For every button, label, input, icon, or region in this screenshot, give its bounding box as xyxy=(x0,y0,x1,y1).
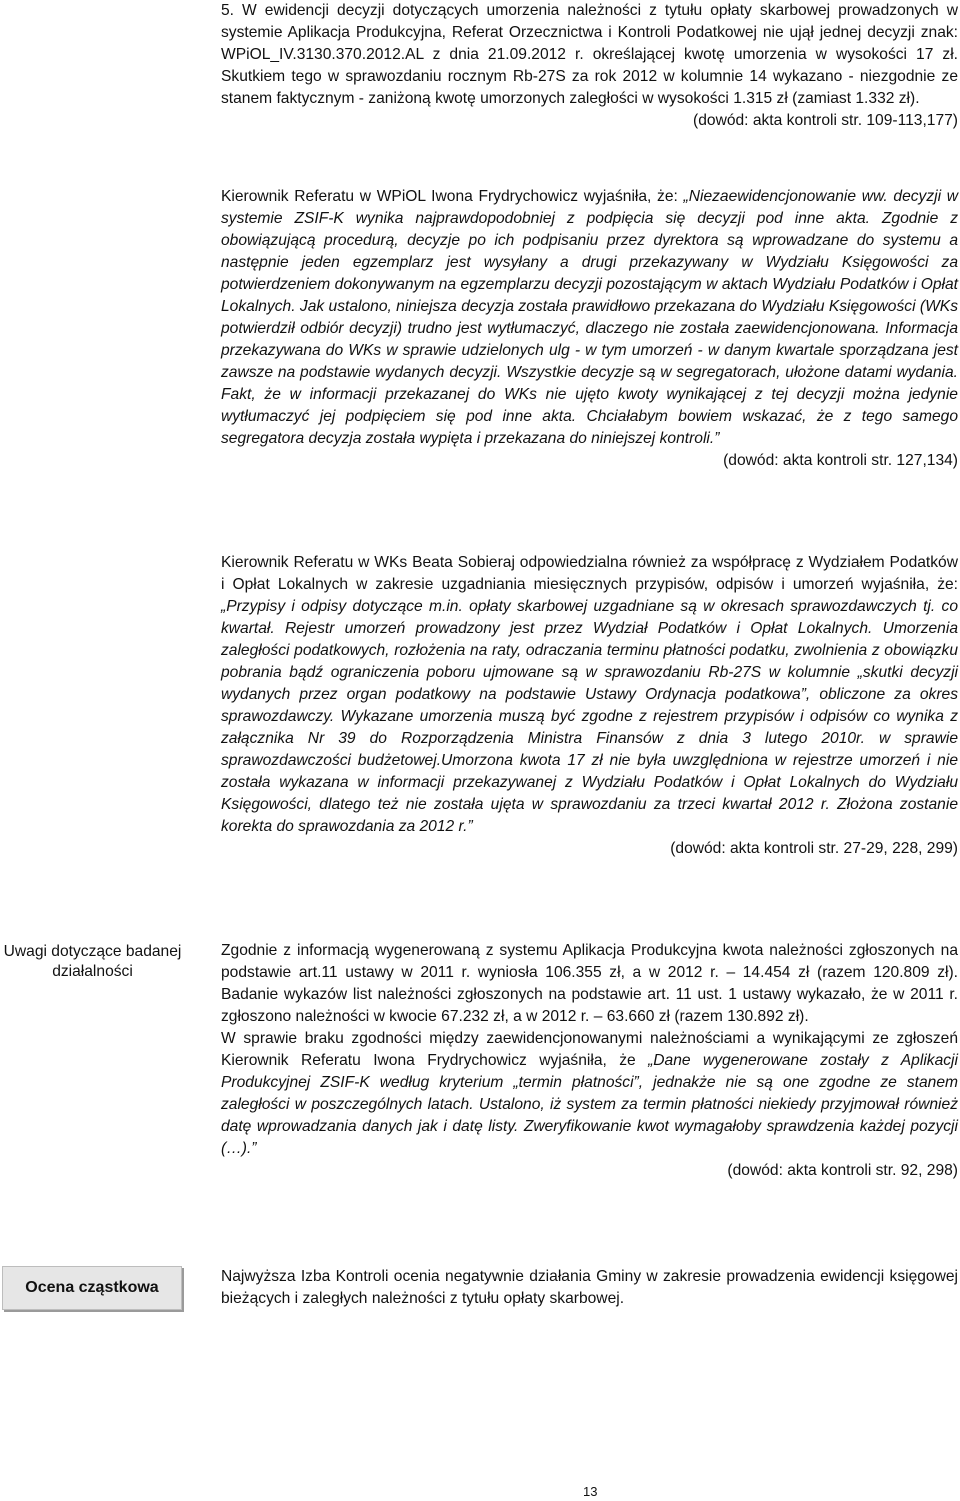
evidence-reference: (dowód: akta kontroli str. 92, 298) xyxy=(727,1162,958,1179)
explanation-quote: „Niezaewidencjonowanie ww. decyzji w systemie ZSIF-K wynika najprawdopodobniej z podpięcia się decyzji pod inne akta. Zgodnie z obowiązującą procedurą, decyzje po ich podpisaniu przez dyrektora są wprowadzane do systemu a następnie jeden egzemplarz jest wysyłany a drugi przekazywany w Wydziału Księgowości za potwierdzeniem dokonywanym na egzemplarzu decyzji pozostającym w aktach Wydziału Podatków i Opłat Lokalnych. Jak ustalono, niniejsza decyzja została prawidłowo przekazana do Wydziału Księgowości (WKs potwierdził odbiór decyzji) trudno jest wytłumaczyć, dlaczego nie została zaewidencjonowana. Informacja przekazywana do WKs w sprawie udzielonych ulg - w tym umorzeń - w danym kwartale sporządzana jest zawsze na podstawie wydanych decyzji. Wszystkie decyzje są w segregatorach, ułożone datami wydania. Fakt, że w informacji przekazanej do WKs nie ujęto kwoty wynikającej z tej decyzji można jedynie wytłumaczyć jej podpięciem się pod inne akta. Chciałabym bowiem wskazać, że z tego samego segregatora decyzja została wypięta i przekazana do niniejszej kontroli.” xyxy=(221,188,958,447)
evidence-reference: (dowód: akta kontroli str. 127,134) xyxy=(723,452,958,469)
evidence-reference: (dowód: akta kontroli str. 109-113,177) xyxy=(693,112,958,129)
side-label-partial-assessment: Ocena cząstkowa xyxy=(2,1266,182,1310)
evidence-reference: (dowód: akta kontroli str. 27-29, 228, 299) xyxy=(670,840,958,857)
assessment-paragraph: Najwyższa Izba Kontroli ocenia negatywnie działania Gminy w zakresie prowadzenia ewidencji księgowej bieżących i zaległych należności z tytułu opłaty skarbowej. xyxy=(221,1268,958,1307)
finding-paragraph: 5. W ewidencji decyzji dotyczących umorzenia należności z tytułu opłaty skarbowej prowadzonych w systemie Aplikacja Produkcyjna, Referat Orzecznictwa i Kontroli Podatkowej nie ujął jednej decyzji znak: WPiOL_IV.3130.370.2012.AL z dnia 21.09.2012 r. określającej kwotę umorzenia w wysokości 17 zł. Skutkiem tego w sprawozdaniu rocznym Rb-27S za rok 2012 w kolumnie 14 wykazano - niezgodnie ze stanem faktycznym - zaniżoną kwotę umorzonych zaległości w wysokości 1.315 zł (zamiast 1.332 zł). xyxy=(221,2,958,107)
assessment-section xyxy=(221,1266,958,1310)
explanation-paragraph xyxy=(221,1028,958,1160)
explanation-quote: „Dane wygenerowane zostały z Aplikacji Produkcyjnej ZSIF-K według kryterium „termin płatności”, jednakże nie są one zgodne ze stanem zaległości w poszczególnych latach. Ustalono, iż system za termin płatności niekiedy przyjmował również datę wprowadzania danych jak i datę listy. Zweryfikowanie kwot wymagałoby sprawdzenia każdej pozycji (…).” xyxy=(221,1052,958,1157)
side-label-remarks: Uwagi dotyczące badanej działalności xyxy=(3,943,182,980)
explanation-intro: W sprawie braku zgodności między zaewidencjonowanymi należnościami a wynikającymi ze zgłoszeń Kierownik Referatu Iwona Frydrychowicz wyjaśniła, że xyxy=(221,1030,958,1069)
explanation-quote: „Przypisy i odpisy dotyczące m.in. opłaty skarbowej uzgadniane są w okresach sprawozdawczych tj. co kwartał. Rejestr umorzeń prowadzony jest przez Wydział Podatków i Opłat Lokalnych. Umorzenia zaległości podatkowych, rozłożenia na raty, odraczania terminu płatności podatku, zwolnienia z obowiązku pobrania bądź ograniczenia poboru ujmowane są w sprawozdaniu Rb-27S w kolumnie „skutki decyzji wydanych przez organ podatkowy na podstawie Ustawy Ordynacja podatkowa”, obliczone za okres sprawozdawczy. Wykazane umorzenia muszą być zgodne z rejestrem przypisów i odpisów co wynika z załącznika Nr 39 do Rozporządzenia Ministra Finansów z dnia 3 lutego 2010r. w sprawie sprawozdawczości budżetowej.Umorzona kwota 17 zł nie była uwzględniona w rejestrze umorzeń i nie została wykazana w informacji przekazywanej z Wydziału Podatków i Opłat Lokalnych do Wydziału Księgowości, dlatego też nie została ujęta w sprawozdaniu za trzeci kwartał 2012 r. Złożona zostanie korekta do sprawozdania za 2012 r.” xyxy=(221,598,958,835)
remarks-section xyxy=(221,940,958,1182)
explanation-section xyxy=(221,186,958,472)
explanation-paragraph xyxy=(221,186,958,450)
remarks-paragraph: Zgodnie z informacją wygenerowaną z systemu Aplikacja Produkcyjna kwota należności zgłoszonych na podstawie art.11 ustawy w 2011 r. wyniosła 106.355 zł, a w 2012 r. – 14.454 zł (razem 120.809 zł). Badanie wykazów list należności zgłoszonych na podstawie art. 11 ust. 1 ustawy wykazało, że w 2011 r. zgłoszono należności w kwocie 67.232 zł, a w 2012 r. – 63.660 zł (razem 130.892 zł). xyxy=(221,942,958,1025)
explanation-intro: Kierownik Referatu w WKs Beata Sobieraj odpowiedzialna również za współpracę z Wydziałem Podatków i Opłat Lokalnych w zakresie uzgadniania miesięcznych przypisów, odpisów i umorzeń wyjaśniła, że: xyxy=(221,554,958,593)
explanation-paragraph xyxy=(221,552,958,838)
explanation-section xyxy=(221,552,958,860)
finding-section xyxy=(221,0,958,132)
explanation-intro: Kierownik Referatu w WPiOL Iwona Frydrychowicz wyjaśniła, że: xyxy=(221,188,684,205)
